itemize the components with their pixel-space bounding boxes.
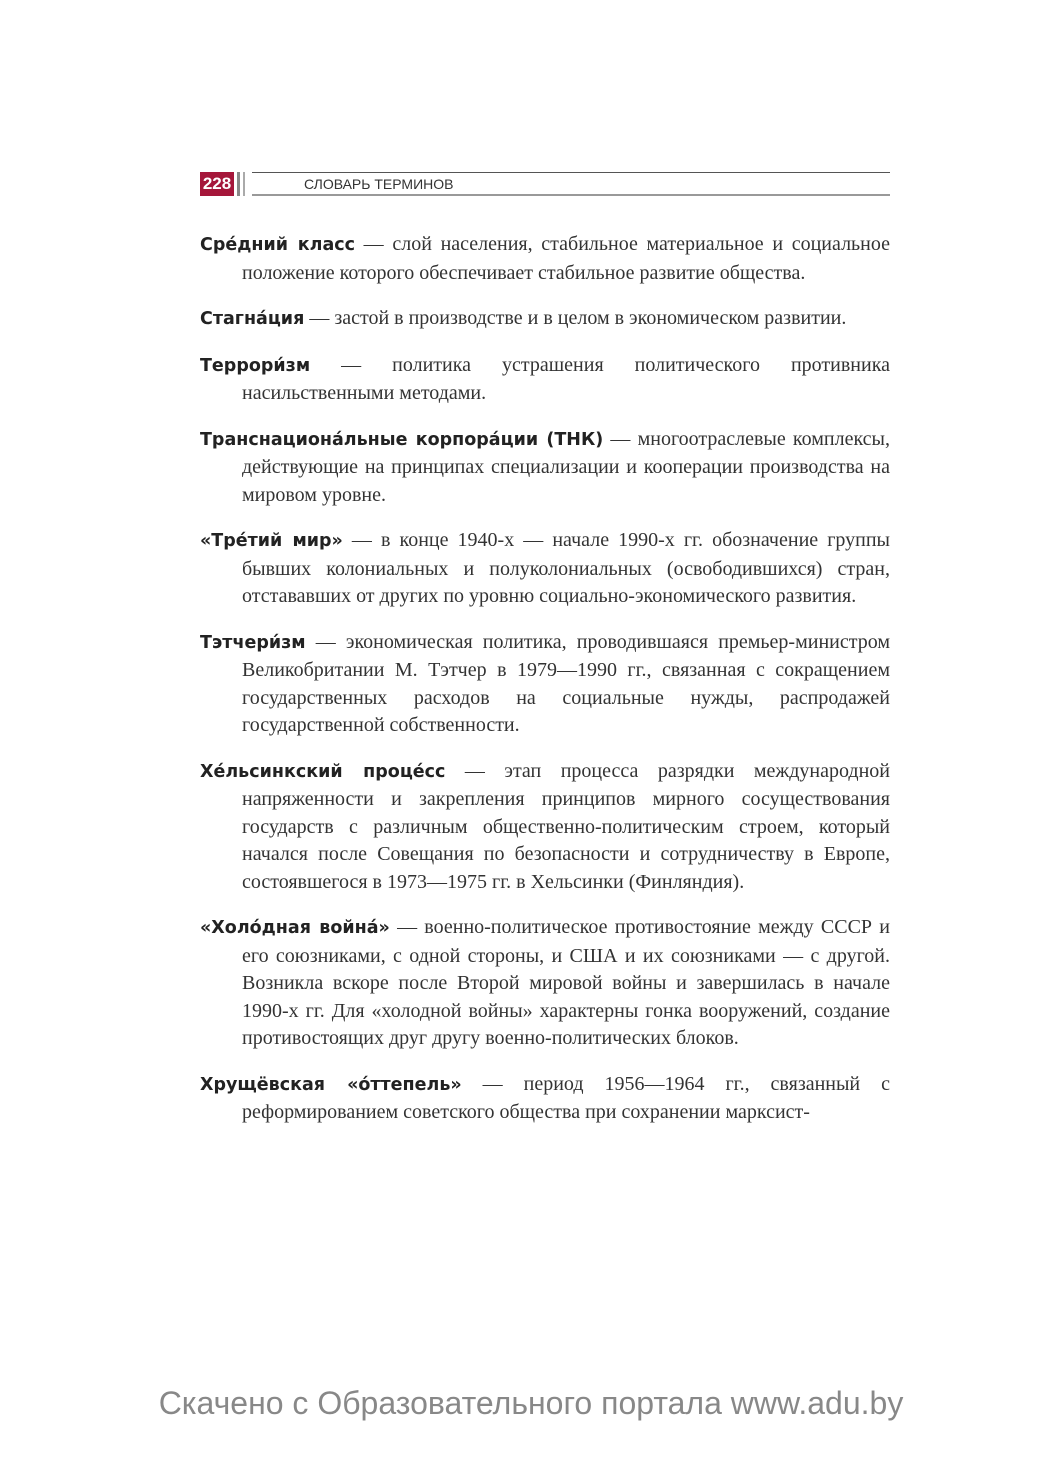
glossary-definition: — этап процесса разрядки международной напряженности и закрепления принципов мирного сосуществования государств с различным общественно-политическим строем, который начался после Совещания по безопасности и сотрудничеству в Европе, состоявшегося в 1973—1975 гг. в Хельсинки (Финляндия). (242, 759, 890, 893)
glossary-term: Хе́льсинкский проце́сс (200, 761, 446, 782)
glossary-term: «Холо́дная война́» (200, 918, 390, 938)
header-rule-top (252, 172, 890, 173)
glossary-definition: — в конце 1940-х — начале 1990-х гг. обозначение группы бывших колониальных и полуколониальных (освободившихся) стран, отстававших от других по уровню социально-экономического развития. (242, 529, 890, 607)
header-divider (237, 172, 240, 196)
download-watermark: Скачено с Образовательного портала www.adu.by (158, 1385, 904, 1421)
glossary-term: «Тре́тий мир» (200, 531, 343, 551)
glossary-entry (200, 231, 890, 287)
glossary-entries (200, 231, 890, 1145)
glossary-definition: — застой в производстве и в целом в экономическом развитии. (304, 307, 847, 329)
section-title: СЛОВАРЬ ТЕРМИНОВ (304, 176, 454, 192)
running-header (200, 172, 890, 196)
glossary-definition: — военно-политическое противостояние между СССР и его союзниками, с одной стороны, и США и их союзниками — с другой. Возникла вскоре после Второй мировой войны и завершилась в начале 1990-х гг. Для «холодной войны» характерны гонка вооружений, создание противостоящих друг другу военно-политических блоков. (242, 916, 890, 1049)
glossary-entry (200, 1071, 890, 1127)
glossary-definition: — экономическая политика, проводившаяся премьер-министром Великобритании М. Тэтчер в 1979—1990 гг., связанная с сокращением государственных расходов на социальные нужды, распродажей государственной собственности. (242, 630, 890, 736)
glossary-definition: — слой населения, стабильное материальное и социальное положение которого обеспечивает стабильное развитие общества. (242, 233, 890, 284)
header-divider (243, 172, 245, 196)
glossary-entry (200, 426, 890, 510)
header-rule-bottom (252, 194, 890, 196)
glossary-definition: — период 1956—1964 гг., связанный с реформированием советского общества при сохранении марксист- (242, 1072, 890, 1123)
glossary-entry (200, 527, 890, 611)
glossary-term: Сре́дний класс (200, 235, 356, 255)
glossary-entry (200, 629, 890, 740)
glossary-definition: — политика устрашения политического противника насильственными методами. (242, 353, 890, 404)
glossary-term: Террори́зм (200, 355, 311, 376)
glossary-entry (200, 758, 890, 897)
glossary-entry (200, 305, 890, 334)
page-number: 228 (200, 172, 234, 196)
glossary-term: Тэтчери́зм (200, 632, 306, 653)
glossary-entry (200, 352, 890, 408)
glossary-definition: — многоотраслевые комплексы, действующие на принципах специализации и кооперации производства на мировом уровне. (242, 427, 890, 506)
glossary-term: Хрущёвская «о́ттепель» (200, 1074, 462, 1095)
glossary-term: Транснациона́льные корпора́ции (ТНК) (200, 429, 604, 450)
glossary-term: Стагна́ция (200, 309, 305, 329)
glossary-entry (200, 914, 890, 1053)
